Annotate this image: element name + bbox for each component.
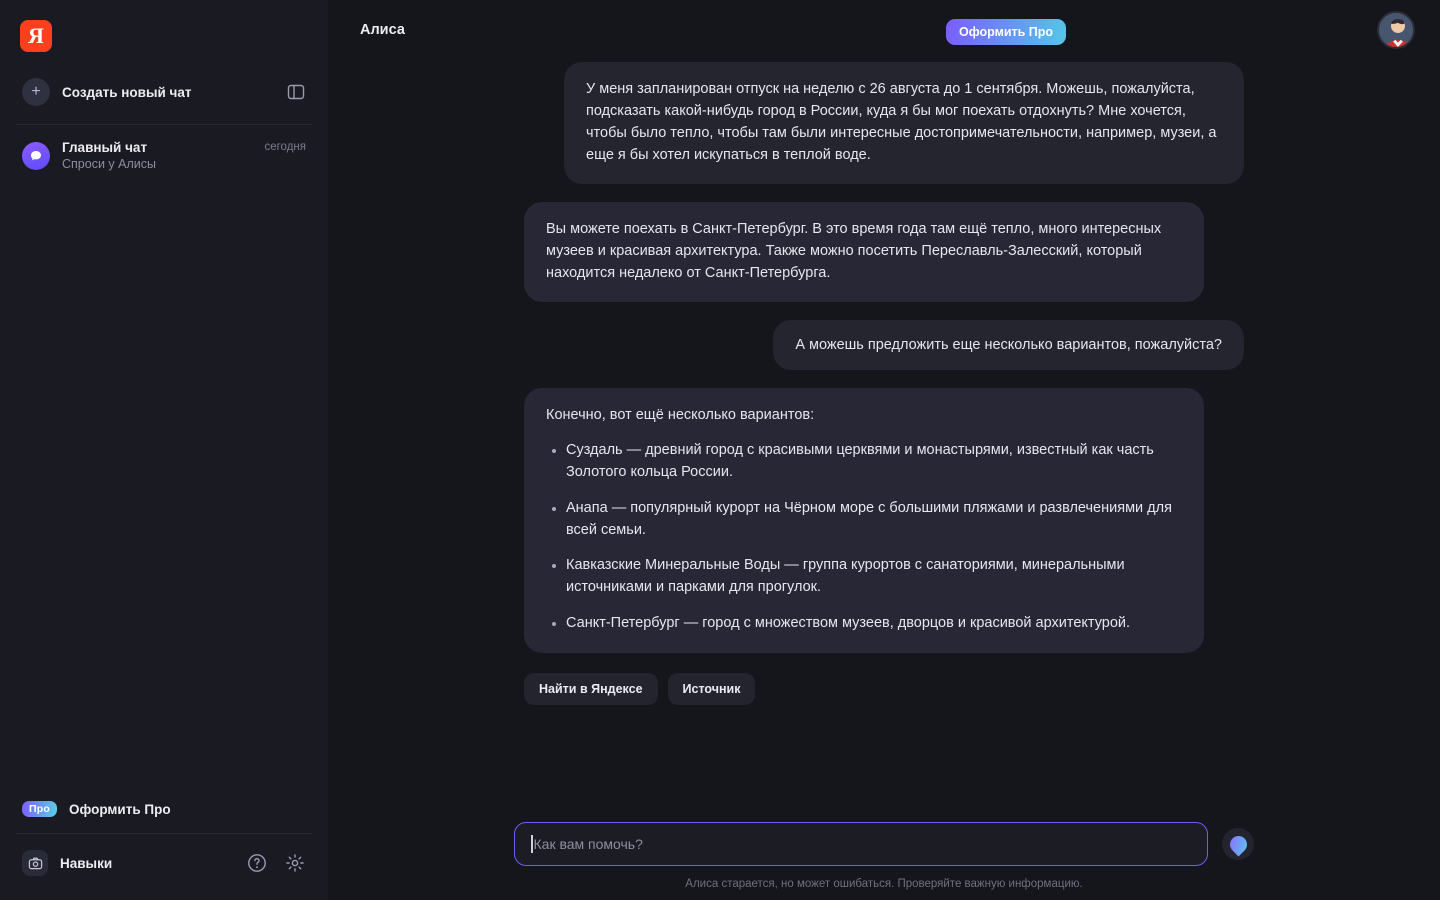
gear-icon[interactable]: [284, 852, 306, 874]
list-item[interactable]: [16, 131, 312, 180]
subscribe-pro-button[interactable]: Оформить Про: [946, 19, 1066, 45]
sidebar-spacer: [0, 180, 328, 793]
sidebar-footer-divider: [16, 833, 312, 834]
message-input-placeholder: Как вам помочь?: [533, 836, 643, 852]
disclaimer-text: Алиса старается, но может ошибаться. Проверяйте важную информацию.: [685, 878, 1083, 890]
list-item: Санкт-Петербург — город с множеством музеев, дворцов и красивой архитектурой.: [566, 613, 1182, 635]
sidebar-item-skills[interactable]: [22, 850, 112, 876]
sidebar-footer-row: [16, 842, 312, 884]
sidebar-nav: [0, 58, 328, 180]
alice-send-drop-icon: [1226, 832, 1250, 856]
composer-row: [514, 822, 1254, 866]
alice-avatar-icon: [22, 142, 50, 170]
sidebar-header: [0, 0, 328, 58]
avatar[interactable]: [1377, 11, 1415, 49]
list-item: Суздаль — древний город с красивыми церквями и монастырями, известный как часть Золотого кольца России.: [566, 440, 1182, 484]
new-chat-left: [22, 78, 192, 106]
search-in-yandex-button[interactable]: Найти в Яндексе: [524, 673, 658, 705]
list-item: Анапа — популярный курорт на Чёрном море с большими пляжами и развлечениями для всей семьи.: [566, 498, 1182, 542]
chat-subtitle: Спроси у Алисы: [62, 157, 156, 171]
main-panel: [328, 0, 1440, 900]
sidebar-panel-icon[interactable]: [286, 82, 306, 102]
message-actions: [524, 673, 1244, 705]
conversation-scroll[interactable]: [328, 60, 1440, 822]
logo-row: [20, 14, 308, 58]
yandex-logo-letter: Я: [28, 23, 44, 48]
sidebar-pro-label: Оформить Про: [68, 801, 171, 817]
sidebar-skills-label: Навыки: [60, 855, 113, 871]
composer: [328, 822, 1440, 878]
top-bar: [328, 0, 1440, 60]
message-user: У меня запланирован отпуск на неделю с 26 августа до 1 сентября. Можешь, пожалуйста, подсказать какой-нибудь город в России, куда я бы мог поехать отдохнуть? Мне хочется, чтобы было тепло, чтобы там были интересные достопримечательности, например, музеи, а еще я бы хотел искупаться в теплой воде.: [564, 62, 1244, 184]
new-chat-button[interactable]: [16, 70, 312, 114]
message-list: [524, 60, 1244, 705]
skills-camera-icon: [22, 850, 48, 876]
pro-badge: Про: [22, 801, 57, 817]
question-circle-icon[interactable]: [246, 852, 268, 874]
text-caret: [531, 835, 533, 853]
disclaimer: [328, 878, 1440, 900]
sidebar-divider: [16, 124, 312, 125]
plus-icon: +: [22, 78, 50, 106]
list-item: Кавказские Минеральные Воды — группа курортов с санаториями, минеральными источниками и парками для прогулок.: [566, 555, 1182, 599]
list-item-texts: [62, 140, 156, 171]
message-input[interactable]: [514, 822, 1208, 866]
new-chat-label: Создать новый чат: [62, 84, 192, 100]
source-button[interactable]: Источник: [668, 673, 756, 705]
sidebar-footer-icons: [246, 852, 306, 874]
message-user: А можешь предложить еще несколько вариантов, пожалуйста?: [773, 320, 1244, 370]
message-assistant: [524, 202, 1204, 302]
chat-timestamp: сегодня: [264, 141, 306, 153]
sidebar-item-pro[interactable]: [16, 793, 312, 825]
message-assistant: [524, 388, 1204, 652]
sidebar: [0, 0, 328, 900]
message-text: Вы можете поехать в Санкт-Петербург. В это время года там ещё тепло, много интересных музеев и красивая архитектура. Также можно посетить Переславль-Залесский, который находится недалеко от Санкт-Петербурга.: [546, 221, 1162, 282]
message-text: Конечно, вот ещё несколько вариантов:: [546, 407, 815, 424]
yandex-logo-icon[interactable]: [20, 20, 52, 52]
page-title: Алиса: [360, 22, 405, 38]
sidebar-footer: [0, 793, 328, 900]
suggestion-list: [546, 440, 1182, 634]
send-button[interactable]: [1222, 828, 1254, 860]
chat-title: Главный чат: [62, 140, 148, 155]
